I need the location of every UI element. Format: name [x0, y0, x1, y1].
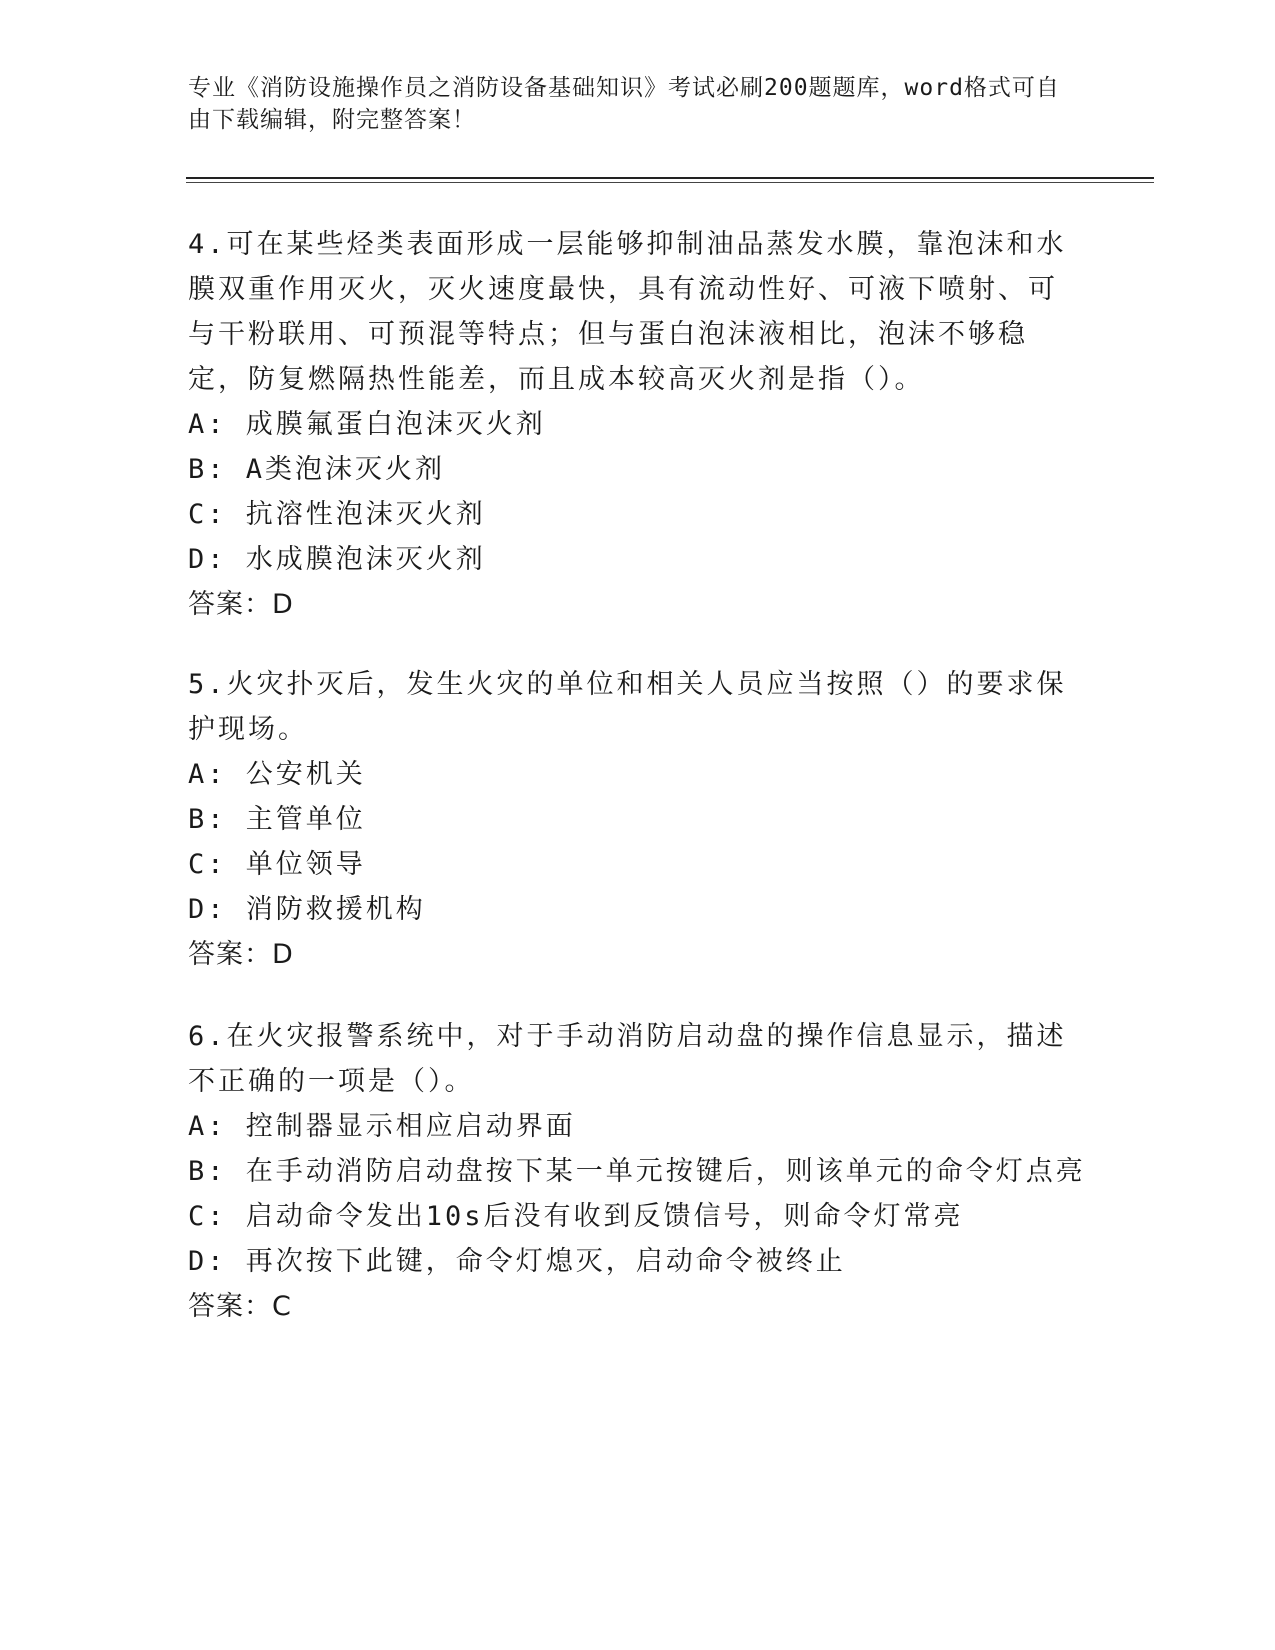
question-block [188, 662, 1068, 977]
document-header: 专业《消防设施操作员之消防设备基础知识》考试必刷200题题库，word格式可自由下载编辑，附完整答案！ [188, 75, 1060, 133]
answer-line: 答案：D [188, 589, 294, 620]
question-stem: 5.火灾扑灭后，发生火灾的单位和相关人员应当按照（）的要求保护现场。 [188, 669, 1067, 745]
option-a: A: 公安机关 [188, 759, 366, 790]
question-block [188, 222, 1068, 627]
question-stem: 4.可在某些烃类表面形成一层能够抑制油品蒸发水膜，靠泡沫和水膜双重作用灭火，灭火速度最快，具有流动性好、可液下喷射、可与干粉联用、可预混等特点；但与蛋白泡沫液相比，泡沫不够稳定，防复燃隔热性能差，而且成本较高灭火剂是指（）。 [188, 229, 1067, 395]
option-b: B: 在手动消防启动盘按下某一单元按键后，则该单元的命令灯点亮 [188, 1156, 1086, 1187]
option-c: C: 单位领导 [188, 849, 366, 880]
header-divider [186, 177, 1154, 179]
answer-line: 答案：D [188, 939, 294, 970]
option-b: B: 主管单位 [188, 804, 366, 835]
header-divider-thin [186, 182, 1154, 183]
option-a: A: 成膜氟蛋白泡沫灭火剂 [188, 409, 546, 440]
answer-line: 答案：C [188, 1291, 292, 1322]
option-c: C: 抗溶性泡沫灭火剂 [188, 499, 486, 530]
option-b: B: A类泡沫灭火剂 [188, 454, 446, 485]
option-a: A: 控制器显示相应启动界面 [188, 1111, 576, 1142]
option-c: C: 启动命令发出10s后没有收到反馈信号，则命令灯常亮 [188, 1201, 964, 1232]
option-d: D: 再次按下此键，命令灯熄灭，启动命令被终止 [188, 1246, 846, 1277]
option-d: D: 水成膜泡沫灭火剂 [188, 544, 486, 575]
option-d: D: 消防救援机构 [188, 894, 426, 925]
question-block [188, 1014, 1086, 1329]
question-stem: 6.在火灾报警系统中，对于手动消防启动盘的操作信息显示，描述不正确的一项是（）。 [188, 1021, 1067, 1097]
